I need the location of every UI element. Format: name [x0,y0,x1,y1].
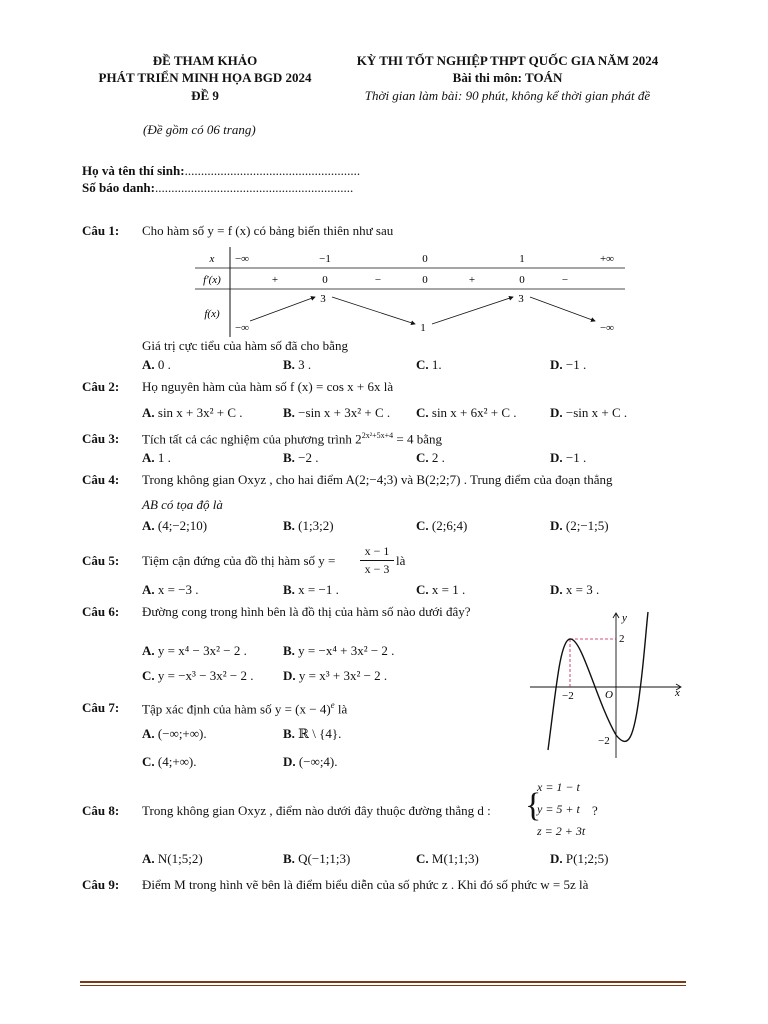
vt-x-value: 0 [422,253,428,265]
q1-option-a: A. 0 . [142,357,171,372]
candidate-name-dots: ...................................................... [184,163,361,178]
q5-stem-post: là [396,553,406,568]
q6-y-axis-label: y [622,612,627,624]
candidate-id-row [82,180,353,196]
vt-f-value: −∞ [234,322,250,334]
variation-table [195,247,625,337]
q4-stem2: AB có tọa độ là [142,497,223,512]
vt-fp-sign: 0 [519,274,525,286]
q2-option-b: B. −sin x + 3x² + C . [283,405,391,420]
header-left-line2: PHÁT TRIỂN MINH HỌA BGD 2024 [98,70,312,85]
q8-option-a: A. N(1;5;2) [142,851,203,866]
q6-y-top: 2 [619,633,625,645]
q6-y-bottom: −2 [598,735,610,747]
q8-system-line2: y = 5 + t [537,802,580,816]
q2-stem: Họ nguyên hàm của hàm số f (x) = cos x + 6x là [142,379,394,394]
q3-stem-post: = 4 bằng [393,431,442,447]
q4-option-d: D. (2;−1;5) [550,518,609,533]
q3-exponent: 2x²+5x+4 [361,431,394,440]
q2-option-d: D. −sin x + C . [550,405,628,420]
footer-rule [80,981,686,983]
q5-fraction-bar [360,560,394,561]
q1-label: Câu 1: [82,223,120,238]
q5-label: Câu 5: [82,553,120,568]
q1-stem: Cho hàm số y = f (x) có bảng biến thiên như sau [142,223,394,238]
vt-f-value: −∞ [599,322,615,334]
q4-option-a: A. (4;−2;10) [142,518,208,533]
q8-option-b: B. Q(−1;1;3) [283,851,351,866]
q4-stem: Trong không gian Oxyz , cho hai điểm A(2;−4;3) và B(2;2;7) . Trung điểm của đoạn thẳng [142,472,613,487]
q8-stem: Trong không gian Oxyz , điểm nào dưới đây thuộc đường thẳng d : [142,803,491,818]
vt-x-value: 1 [519,253,525,265]
q3-option-d: D. −1 . [550,450,587,465]
q3-stem-pre: Tích tất cả các nghiệm của phương trình 2 [142,431,362,447]
vt-x-value: +∞ [599,253,615,265]
q7-stem-text: Tập xác định của hàm số y = (x − 4) [142,701,331,717]
q4-option-b: B. (1;3;2) [283,518,334,533]
q8-system-line1: x = 1 − t [537,780,580,794]
vt-fp-sign: − [374,274,382,286]
q5-option-b: B. x = −1 . [283,582,339,597]
q1-option-b: B. 3 . [283,357,312,372]
q7-option-a: A. (−∞;+∞). [142,726,207,741]
q7-exponent: e [330,700,335,710]
q9-label: Câu 9: [82,877,120,892]
header-right-time: Thời gian làm bài: 90 phút, không kể thời gian phát đề [364,88,651,103]
header-left-line3: ĐỀ 9 [191,88,219,103]
q7-label: Câu 7: [82,700,120,715]
vt-fp-label: f′(x) [203,274,221,286]
q6-option-a: A. y = x⁴ − 3x² − 2 . [142,643,247,658]
q8-brace: { [525,787,542,824]
q3-option-c: C. 2 . [416,450,445,465]
q3-label: Câu 3: [82,431,120,446]
vt-fp-sign: + [271,274,279,286]
q4-label: Câu 4: [82,472,120,487]
header-right-title: KỲ THI TỐT NGHIỆP THPT QUỐC GIA NĂM 2024 [356,53,659,68]
q9-stem: Điểm M trong hình vẽ bên là điểm biểu diễn của số phức z . Khi đó số phức w = 5z là [142,877,589,892]
vt-fp-sign: 0 [322,274,328,286]
candidate-name-row [82,163,360,179]
q1-option-c: C. 1. [416,357,442,372]
q8-question-mark: ? [592,803,598,818]
q5-numerator: x − 1 [364,544,390,558]
q2-option-a: A. sin x + 3x² + C . [142,405,243,420]
q6-option-c: C. y = −x³ − 3x² − 2 . [142,668,254,683]
vt-f-value: 3 [518,293,524,305]
q3-option-a: A. 1 . [142,450,171,465]
q8-system-line3: z = 2 + 3t [537,824,586,838]
q8-option-c: C. M(1;1;3) [416,851,479,866]
q1-option-d: D. −1 . [550,357,587,372]
q5-stem-pre: Tiệm cận đứng của đồ thị hàm số y = [142,553,336,568]
vt-x-label: x [209,253,215,265]
q6-origin-label: O [605,689,613,701]
vt-f-label: f(x) [204,308,220,320]
q7-option-c: C. (4;+∞). [142,754,197,769]
candidate-id-label: Số báo danh: [82,180,155,195]
vt-f-value: 3 [320,293,326,305]
vt-fp-sign: 0 [422,274,428,286]
q3-stem [142,431,442,447]
header-left-line1: ĐỀ THAM KHẢO [152,53,258,68]
q7-option-b: B. ℝ \ {4}. [283,726,342,741]
q2-option-c: C. sin x + 6x² + C . [416,405,517,420]
q6-x-axis-label: x [675,687,680,699]
candidate-id-dots: ............................................................. [154,180,354,195]
q5-option-c: C. x = 1 . [416,582,466,597]
footer-rule-thin [80,985,686,986]
q7-stem-post: là [334,701,348,717]
q5-option-a: A. x = −3 . [142,582,199,597]
q7-option-d: D. (−∞;4). [283,754,338,769]
header-right-subject: Bài thi môn: TOÁN [452,70,563,85]
q8-option-d: D. P(1;2;5) [550,851,609,866]
candidate-name-label: Họ và tên thí sinh: [82,163,185,178]
q6-curve [548,612,648,750]
q6-x-mark: −2 [562,690,574,702]
q6-option-b: B. y = −x⁴ + 3x² − 2 . [283,643,395,658]
q6-option-d: D. y = x³ + 3x² − 2 . [283,668,388,683]
q3-option-b: B. −2 . [283,450,319,465]
q4-option-c: C. (2;6;4) [416,518,468,533]
q6-stem: Đường cong trong hình bên là đồ thị của hàm số nào dưới đây? [142,604,471,619]
vt-f-value: 1 [420,322,426,334]
q8-label: Câu 8: [82,803,120,818]
q6-label: Câu 6: [82,604,120,619]
q5-denominator: x − 3 [364,562,390,576]
vt-fp-sign: + [468,274,476,286]
vt-x-value: −1 [319,253,331,265]
q6-graph [530,610,685,760]
q1-question: Giá trị cực tiểu của hàm số đã cho bằng [142,338,348,353]
q2-label: Câu 2: [82,379,120,394]
q5-option-d: D. x = 3 . [550,582,600,597]
vt-fp-sign: − [561,274,569,286]
vt-x-value: −∞ [234,253,250,265]
q7-stem [142,700,347,717]
pages-note: (Đề gồm có 06 trang) [143,122,256,137]
